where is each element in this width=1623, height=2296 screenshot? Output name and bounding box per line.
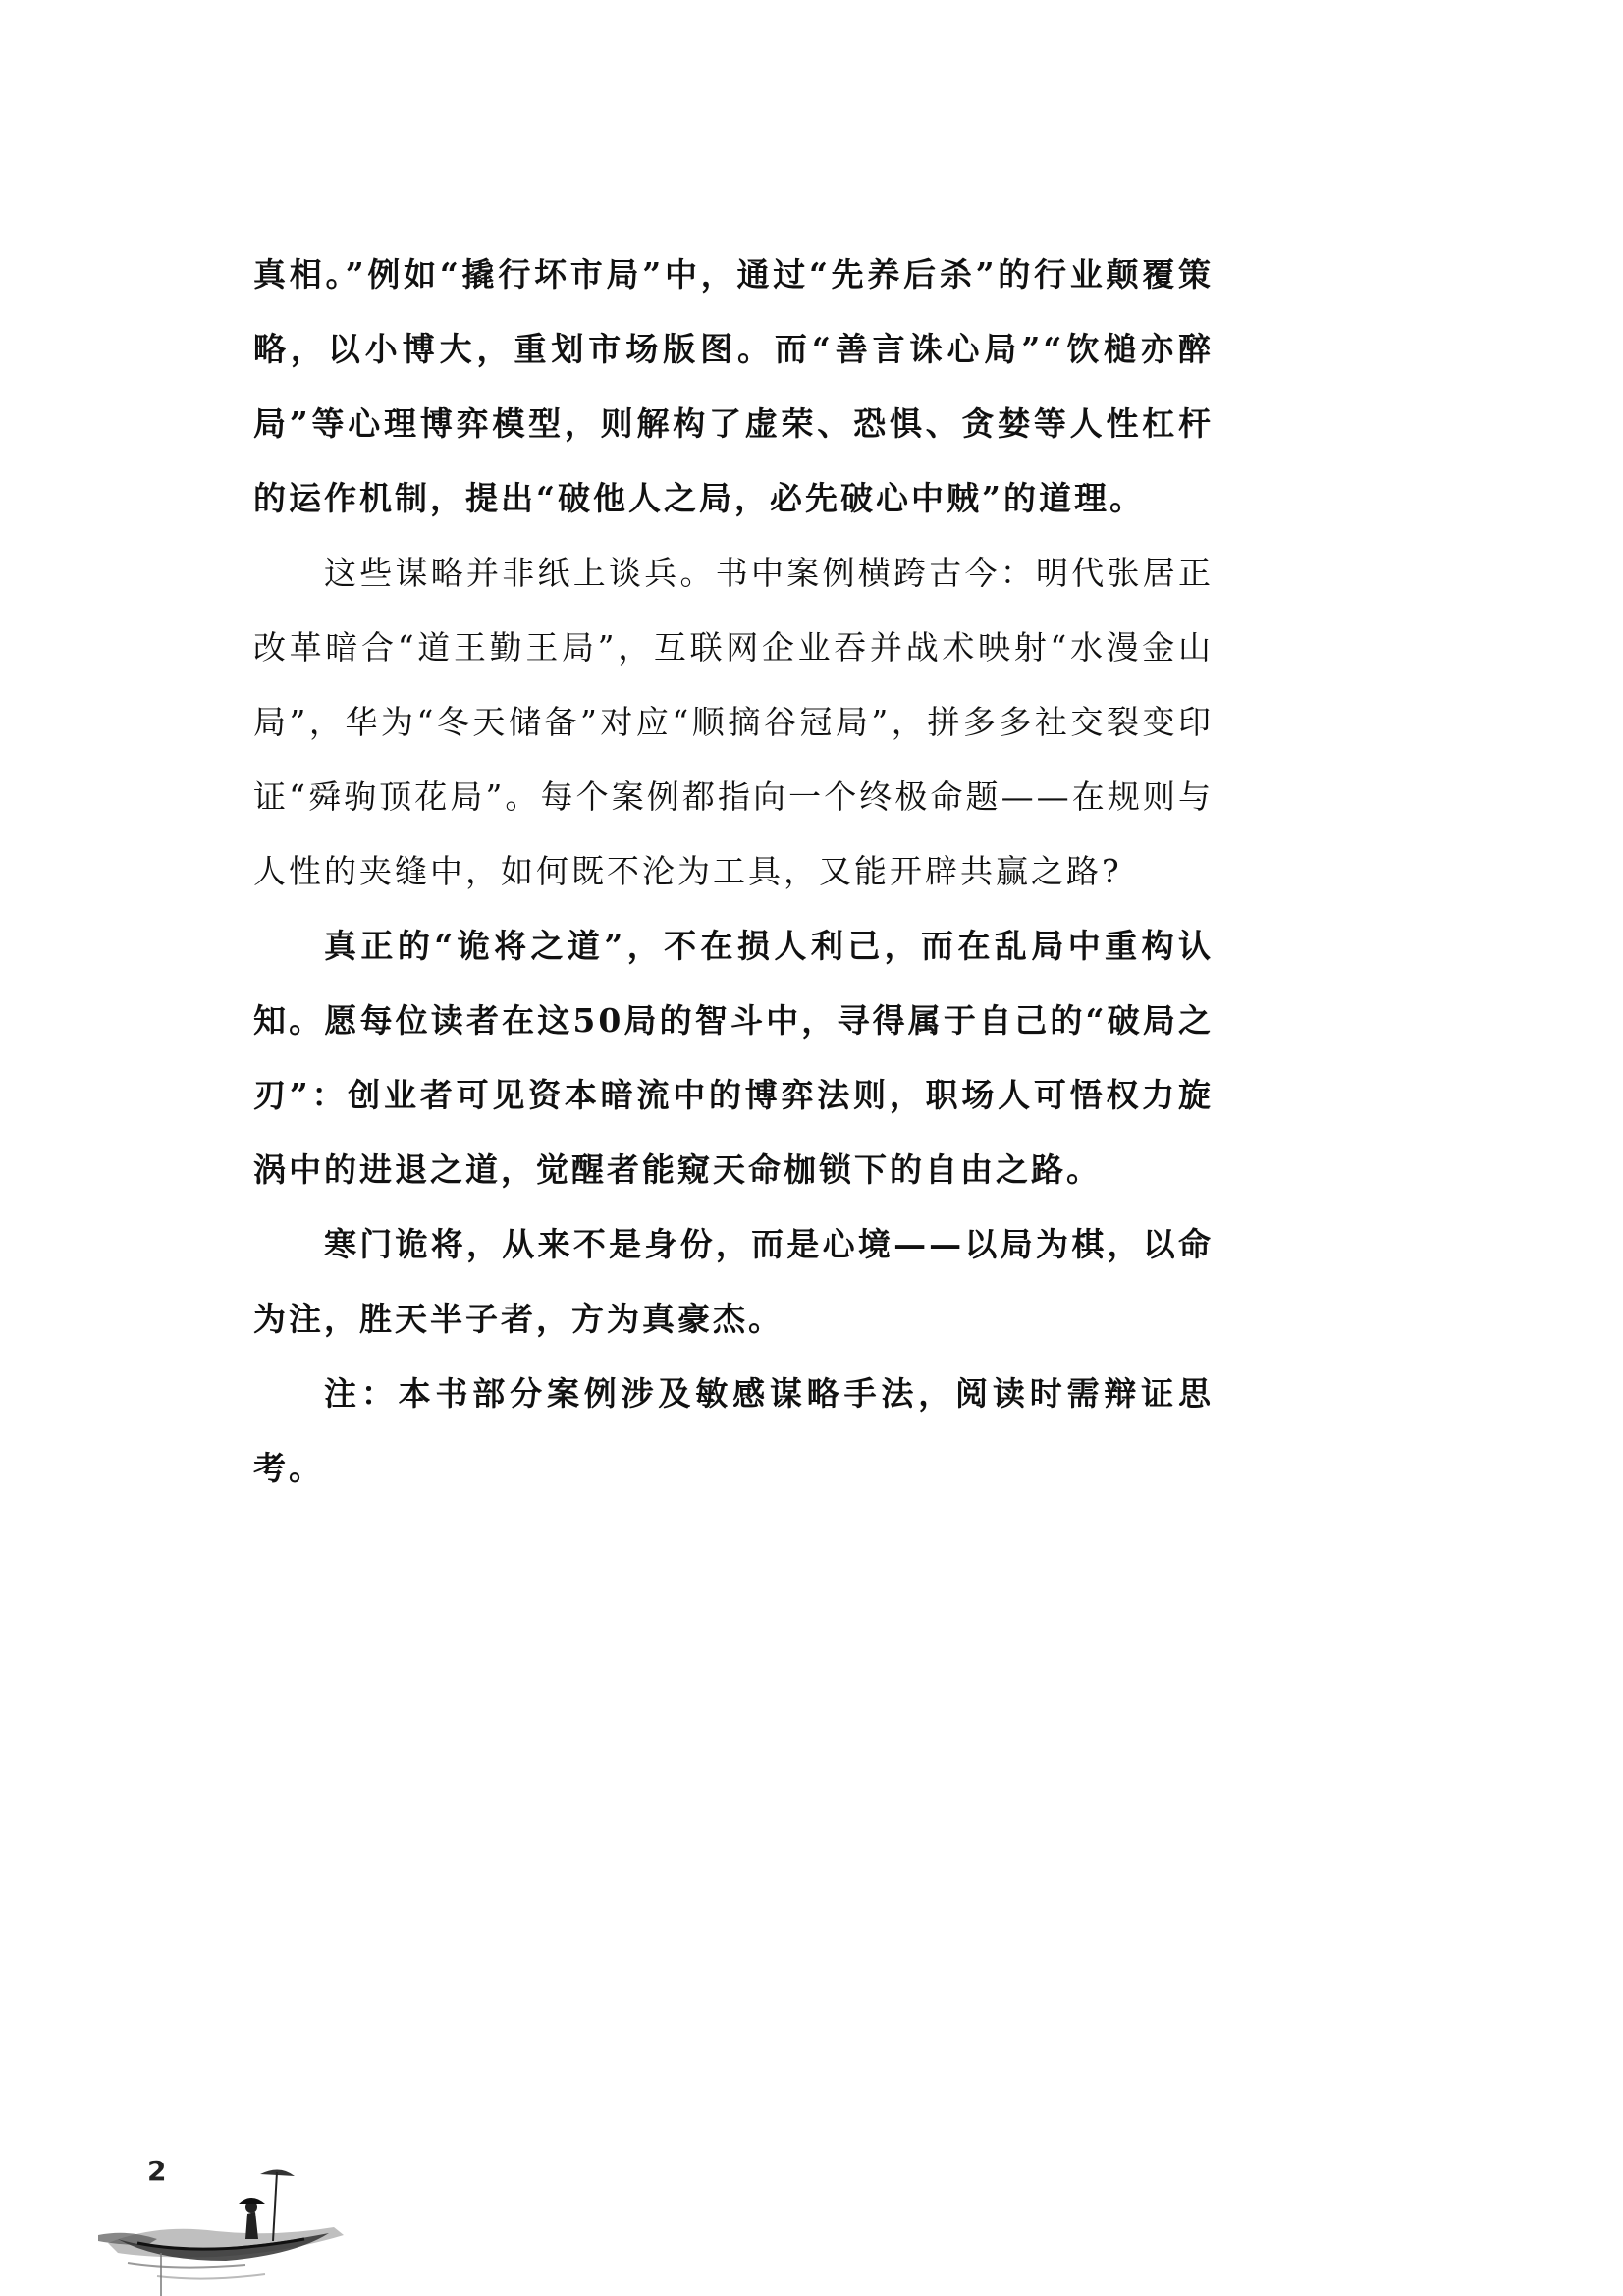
paragraph-5-note: 注：本书部分案例涉及敏感谋略手法，阅读时需辩证思考。 [253, 1374, 1214, 1487]
page-number: 2 [147, 2155, 167, 2187]
paragraph-3: 真正的“诡将之道”，不在损人利己，而在乱局中重构认知。愿每位读者在这50局的智斗中，寻得属于自己的“破局之刃”：创业者可见资本暗流中的博弈法则，职场人可悟权力旋涡中的进退之道，觉醒者能窥天命枷锁下的自由之路。 [253, 927, 1214, 1189]
paragraph-2: 这些谋略并非纸上谈兵。书中案例横跨古今：明代张居正改革暗合“道王勤王局”，互联网企业吞并战术映射“水漫金山局”，华为“冬天储备”对应“顺摘谷冠局”，拼多多社交裂变印证“舜驹顶花局”。每个案例都指向一个终极命题——在规则与人性的夹缝中，如何既不沦为工具，又能开辟共赢之路? [253, 554, 1214, 890]
body-text [253, 238, 1214, 1506]
paragraph-4: 寒门诡将，从来不是身份，而是心境——以局为棋，以命为注，胜天半子者，方为真豪杰。 [253, 1225, 1214, 1338]
paragraph-1: 真相。”例如“撬行坏市局”中，通过“先养后杀”的行业颠覆策略，以小博大，重划市场版图。而“善言诛心局”“饮槌亦醉局”等心理博弈模型，则解构了虚荣、恐惧、贪婪等人性杠杆的运作机制，提出“破他人之局，必先破心中贼”的道理。 [253, 255, 1214, 517]
ink-boat-icon [98, 2155, 353, 2296]
page-footer [98, 2155, 353, 2296]
